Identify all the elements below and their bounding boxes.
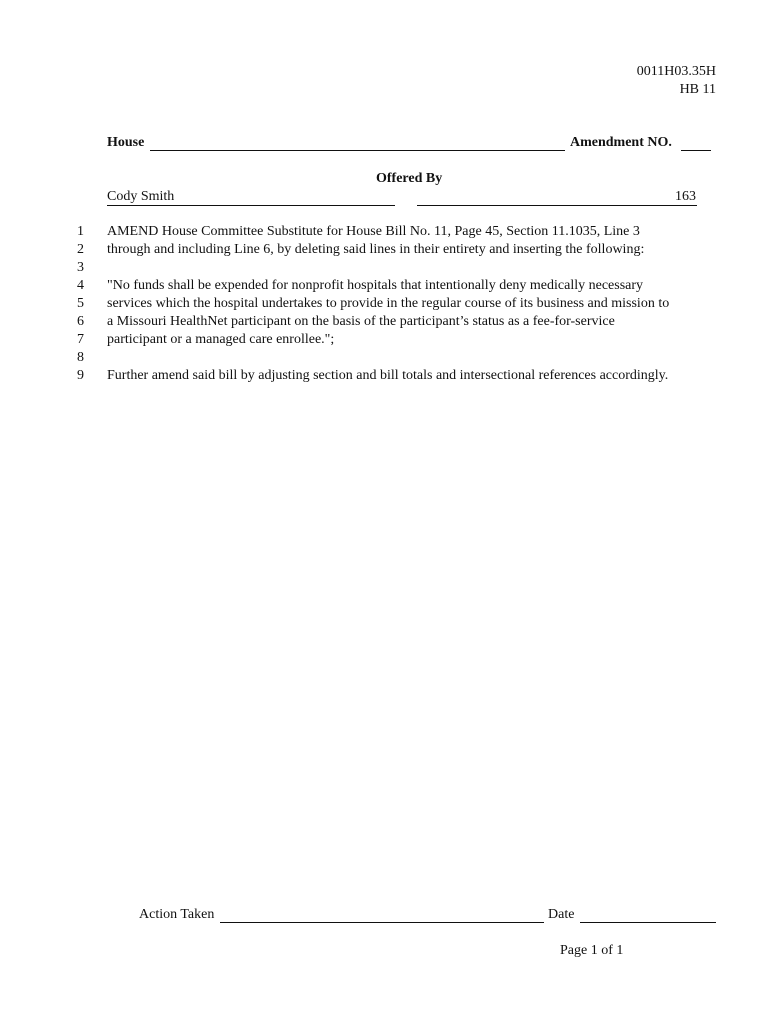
action-taken-label: Action Taken <box>139 907 215 922</box>
body-line: services which the hospital undertakes to provide in the regular course of its business and mission to <box>107 296 670 311</box>
bill-number: HB 11 <box>679 82 716 97</box>
body-line: "No funds shall be expended for nonprofit hospitals that intentionally deny medically necessary <box>107 278 644 293</box>
district-number: 163 <box>675 189 696 204</box>
district-line <box>417 205 697 206</box>
amendment-number-label: Amendment NO. <box>570 135 672 150</box>
line-number: 9 <box>77 368 84 383</box>
sponsor-name: Cody Smith <box>107 189 175 204</box>
amendment-number-blank <box>681 150 711 151</box>
body-line: Further amend said bill by adjusting section and bill totals and intersectional references accordingly. <box>107 368 669 383</box>
chamber-label: House <box>107 135 145 150</box>
line-number: 5 <box>77 296 84 311</box>
line-number: 3 <box>77 260 84 275</box>
line-number: 8 <box>77 350 84 365</box>
date-label: Date <box>548 907 575 922</box>
page-number: Page 1 of 1 <box>560 943 624 958</box>
line-number: 2 <box>77 242 84 257</box>
offered-by-label: Offered By <box>376 171 443 186</box>
body-line: a Missouri HealthNet participant on the basis of the participant’s status as a fee-for-service <box>107 314 615 329</box>
document-code: 0011H03.35H <box>636 64 716 79</box>
body-line: through and including Line 6, by deleting said lines in their entirety and inserting the following: <box>107 242 645 257</box>
line-number: 4 <box>77 278 84 293</box>
body-line: AMEND House Committee Substitute for House Bill No. 11, Page 45, Section 11.1035, Line 3 <box>107 224 640 239</box>
line-number: 7 <box>77 332 84 347</box>
action-taken-line <box>220 922 544 923</box>
house-blank-line <box>150 150 565 151</box>
line-number: 6 <box>77 314 84 329</box>
date-line <box>580 922 716 923</box>
sponsor-signature-line <box>107 205 395 206</box>
line-number: 1 <box>77 224 84 239</box>
body-line: participant or a managed care enrollee."; <box>107 332 335 347</box>
